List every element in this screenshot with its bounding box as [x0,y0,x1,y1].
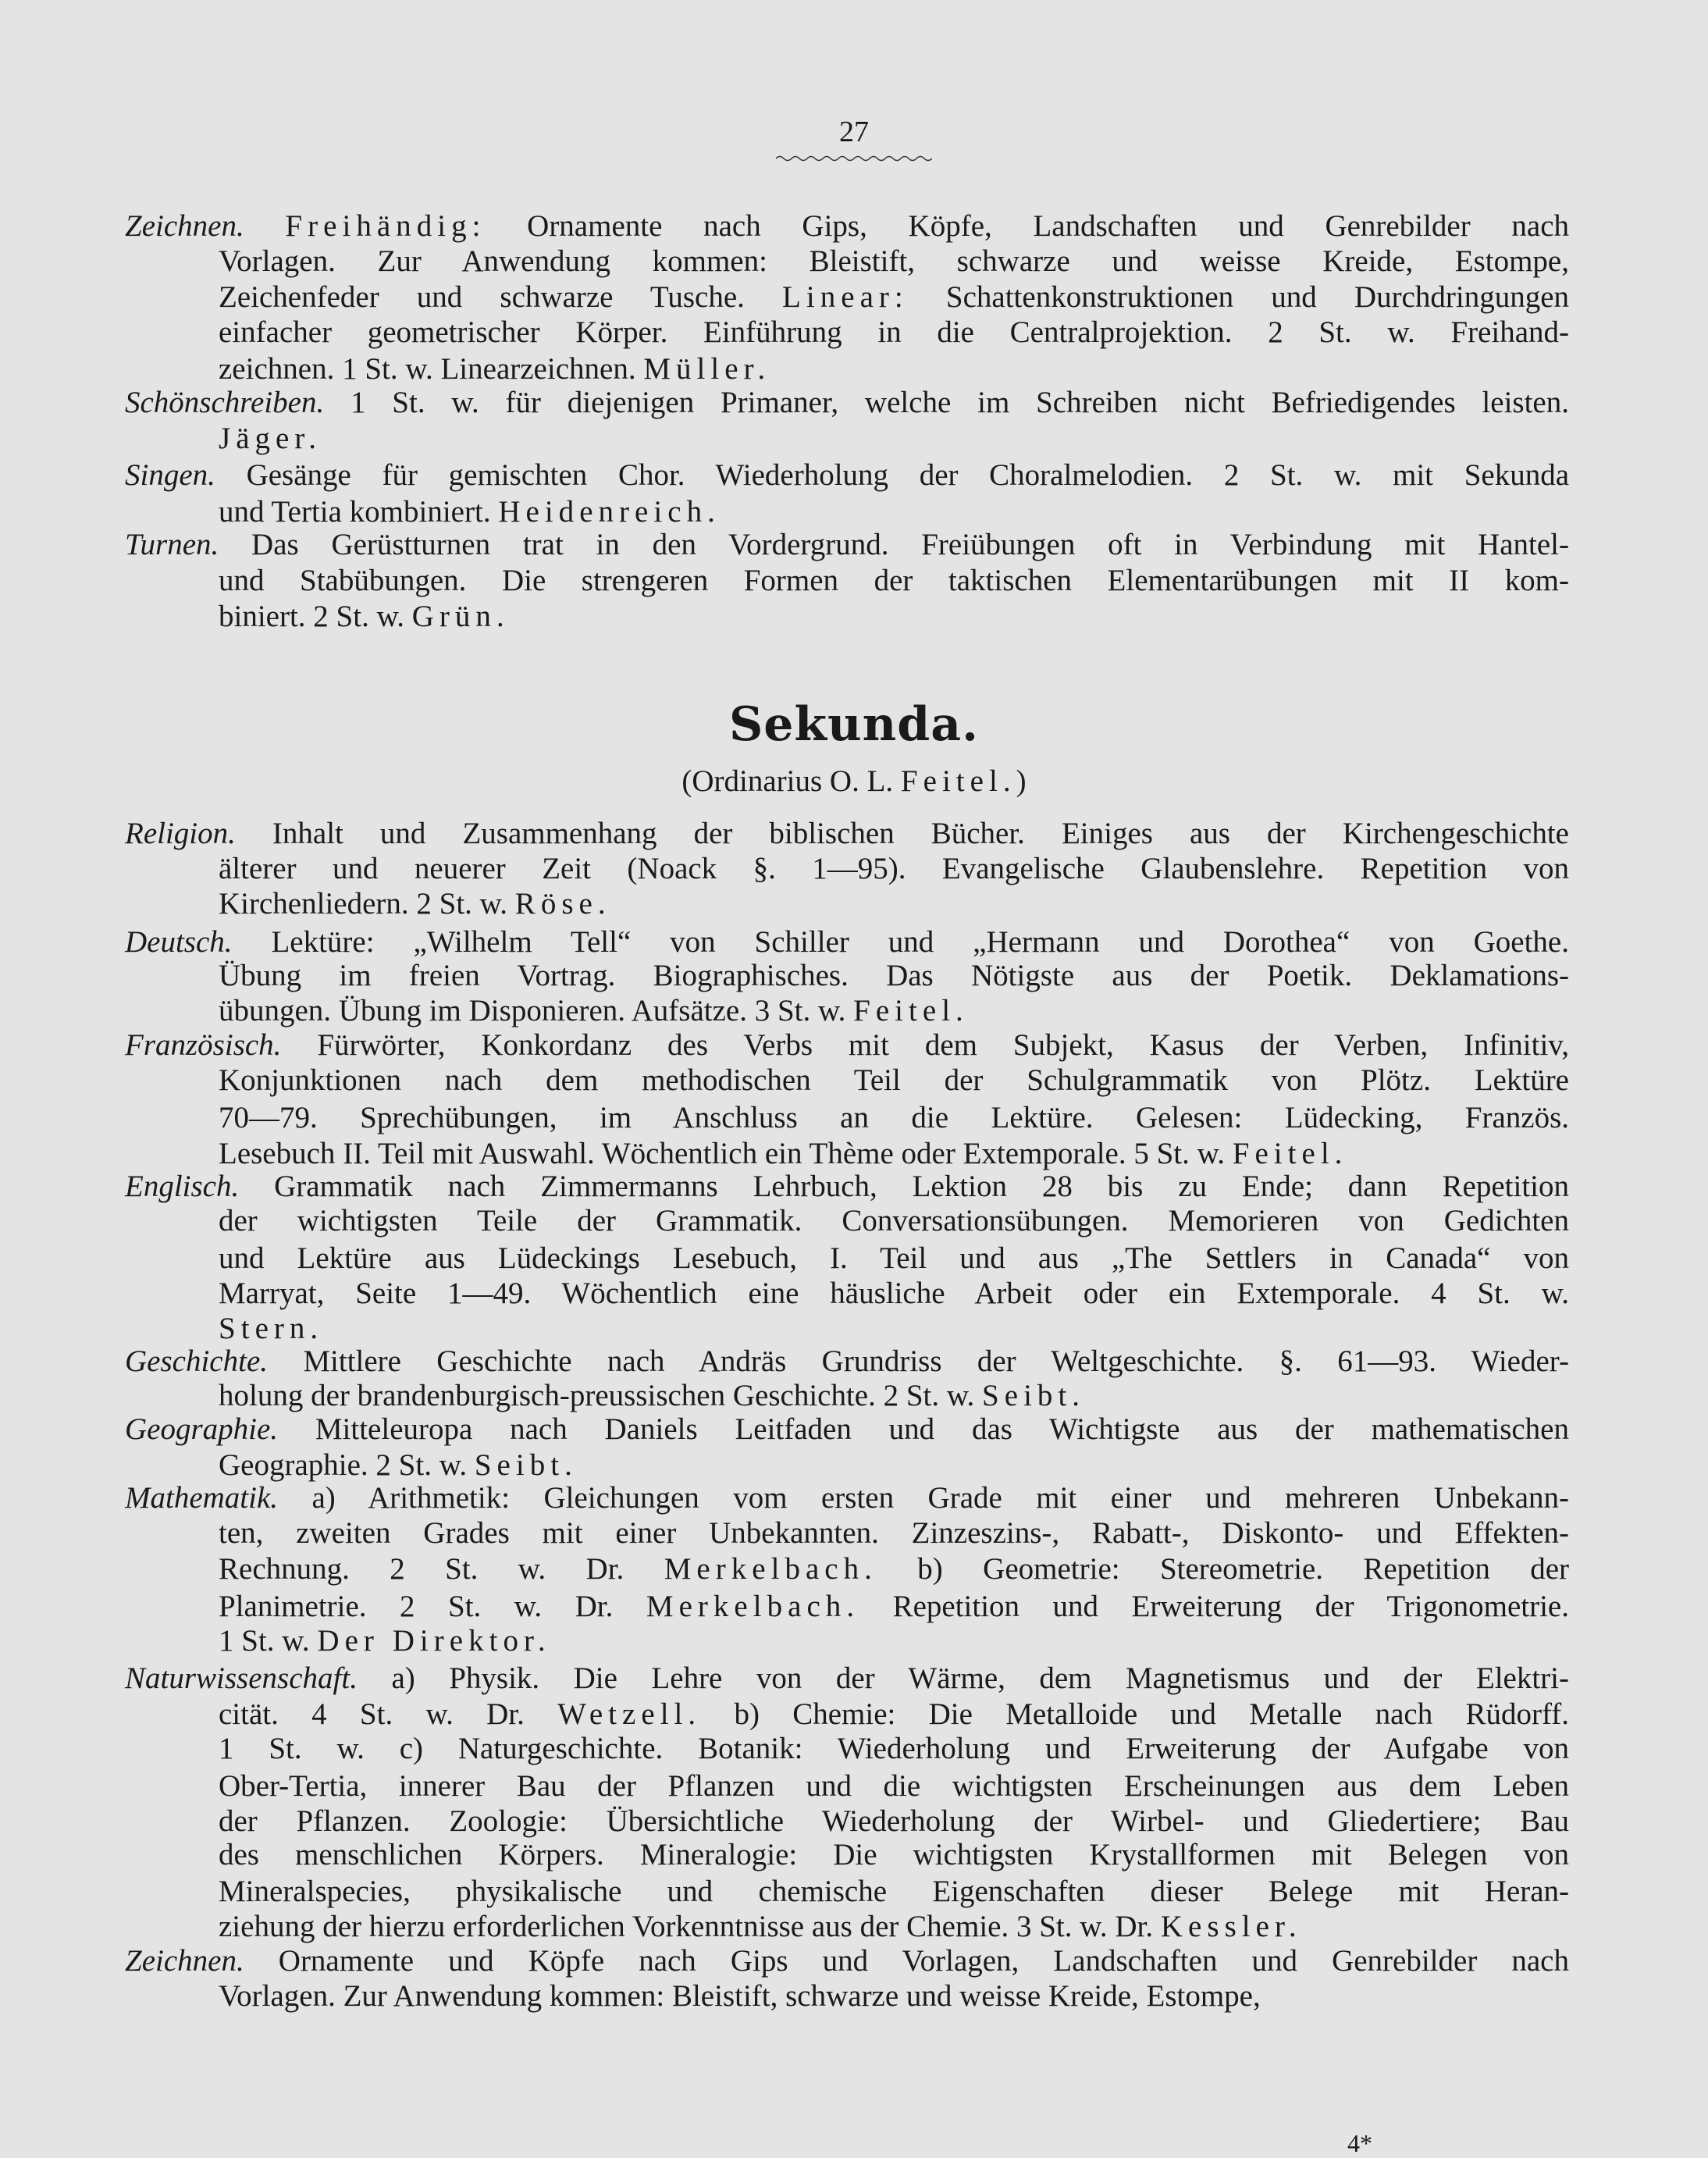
page-number [0,117,1708,162]
text-line [125,1412,1569,1447]
text-line [219,1312,323,1346]
text-run: übungen. Übung im Disponieren. Aufsätze. 3 St. w. [219,994,854,1027]
spaced-name: Merkelbach. [646,1590,860,1623]
text-line [125,1028,1569,1063]
subject-label: Singen. [125,458,247,492]
text-line [125,1344,1569,1379]
subject-label: Zeichnen. [125,209,286,243]
text-line [219,1516,1569,1551]
spaced-name: Der Direktor. [317,1624,551,1658]
text-line [219,994,969,1028]
text-run: Ornamente nach Gips, Köpfe, Landschaften und Genrebilder nach [486,209,1569,243]
text-line [125,1944,1569,1978]
text-run: und Tertia kombiniert. [219,495,499,529]
text-run: des menschlichen Körpers. Mineralogie: Die wichtigsten Krystallformen mit Belegen von [219,1838,1569,1871]
text-run: holung der brandenburgisch-preussischen Geschichte. 2 St. w. [219,1379,983,1412]
spaced-name: Freihändig: [285,209,486,243]
text-line [219,1732,1569,1766]
text-run: Marryat, Seite 1—49. Wöchentlich eine häusliche Arbeit oder ein Extemporale. 4 St. w. [219,1277,1569,1310]
text-line [219,495,721,529]
text-run: älterer und neuerer Zeit (Noack §. 1—95). Evangelische Glaubenslehre. Repetition von [219,852,1569,885]
spaced-name: Seibt. [474,1448,578,1482]
text-line [125,528,1569,562]
text-line [219,1137,1347,1171]
text-run: Rechnung. 2 St. w. Dr. [219,1552,664,1586]
spaced-name: Feitel. [900,764,1016,798]
subject-label: Geschichte. [125,1344,304,1378]
text-line [219,1204,1569,1238]
text-line [219,1875,1569,1909]
subject-label: Englisch. [125,1170,275,1203]
text-line [219,280,1569,315]
text-line [219,564,1569,598]
text-run: Fürwörter, Konkordanz des Verbs mit dem Subjekt, Kasus der Verben, Infinitiv, [317,1028,1569,1062]
text-line [219,1624,551,1658]
text-line [219,1063,1569,1098]
text-line [125,1481,1569,1515]
text-run: Das Gerüstturnen trat in den Vordergrund. Freiübungen oft in Verbindung mit Hantel- [251,528,1570,561]
text-line [219,600,510,634]
text-run: Konjunktionen nach dem methodischen Teil der Schulgrammatik von Plötz. Lektüre [219,1063,1569,1097]
spaced-name: Feitel. [1232,1137,1348,1170]
subject-label: Naturwissenschaft. [125,1661,392,1695]
text-line [125,1170,1569,1204]
text-run: Zeichenfeder und schwarze Tusche. [219,280,783,314]
text-line [219,1379,1085,1413]
text-line [219,1448,578,1483]
text-run: Ornamente und Köpfe nach Gips und Vorlagen, Landschaften und Genrebilder nach [278,1944,1569,1978]
text-line [219,1552,1569,1586]
subject-label: Turnen. [125,528,252,561]
text-line [219,352,770,386]
text-run: 1 St. w. c) Naturgeschichte. Botanik: Wiederholung und Erweiterung der Aufgabe von [219,1732,1569,1765]
spaced-name: Röse. [514,887,611,921]
wavy-rule [776,155,932,162]
text-line [219,244,1569,279]
text-line [219,1241,1569,1276]
spaced-name: Seibt. [982,1379,1086,1412]
text-line [219,1804,1569,1839]
text-run: Mineralspecies, physikalische und chemische Eigenschaften dieser Belege mit Heran- [219,1875,1569,1908]
text-line [219,315,1569,350]
spaced-name: Grün. [411,600,510,633]
text-line [125,386,1569,420]
text-line [125,1661,1569,1696]
text-run: Mittlere Geschichte nach Andräs Grundriss der Weltgeschichte. §. 61—93. Wieder- [303,1344,1569,1378]
text-run: Vorlagen. Zur Anwendung kommen: Bleistift, schwarze und weisse Kreide, Estompe, [219,1979,1261,2013]
text-line [219,887,611,921]
text-run: einfacher geometrischer Körper. Einführung in die Centralprojektion. 2 St. w. Freihand- [219,315,1569,349]
spaced-name: Jäger. [219,422,322,455]
text-run: b) Chemie: Die Metalloide und Metalle nach Rüdorff. [701,1697,1569,1731]
text-run: und Stabübungen. Die strengeren Formen der taktischen Elementarübungen mit II kom- [219,564,1569,597]
text-line [219,1697,1569,1732]
text-line [125,925,1569,960]
text-run: der wichtigsten Teile der Grammatik. Conversationsübungen. Memorieren von Gedichten [219,1204,1569,1237]
spaced-name: Merkelbach. [664,1552,877,1586]
text-line [219,1910,1302,1944]
text-line [219,1838,1569,1872]
text-run: a) Physik. Die Lehre von der Wärme, dem Magnetismus und der Elektri- [391,1661,1569,1695]
text-run: Vorlagen. Zur Anwendung kommen: Bleistift, schwarze und weisse Kreide, Estompe, [219,244,1569,278]
subject-label: Religion. [125,817,272,850]
text-run: a) Arithmetik: Gleichungen vom ersten Grade mit einer und mehreren Unbekann- [311,1481,1570,1515]
text-run: (Ordinarius O. L. [681,764,901,798]
text-line [219,1277,1569,1311]
text-run: Ober-Tertia, innerer Bau der Pflanzen und die wichtigsten Erscheinungen aus dem Leben [219,1769,1569,1803]
page-number-text: 27 [839,116,869,148]
text-run: ziehung der hierzu erforderlichen Vorkenntnisse aus der Chemie. 3 St. w. Dr. [219,1910,1161,1943]
subject-label: Geographie. [125,1412,315,1446]
signature-mark: 4* [1347,2129,1372,2157]
text-line [125,817,1569,851]
subject-label: Mathematik. [125,1481,312,1515]
spaced-name: Wetzell. [557,1697,702,1731]
spaced-name: Heidenreich. [498,495,721,529]
text-run: 1 St. w. für diejenigen Primaner, welche im Schreiben nicht Befriedigendes leisten. [350,386,1569,419]
text-run: Übung im freien Vortrag. Biographisches. Das Nötigste aus der Poetik. Deklamations- [219,959,1569,992]
text-run: cität. 4 St. w. Dr. [219,1697,558,1731]
text-line [219,1769,1569,1804]
text-run: und Lektüre aus Lüdeckings Lesebuch, I. Teil und aus „The Settlers in Canada“ von [219,1241,1569,1275]
spaced-name: Feitel. [853,994,969,1027]
text-run: b) Geometrie: Stereometrie. Repetition der [877,1552,1569,1586]
text-run: Planimetrie. 2 St. w. Dr. [219,1590,646,1623]
text-line [125,458,1569,493]
text-line [125,209,1569,244]
subject-label: Zeichnen. [125,1944,279,1978]
subject-label: Französisch. [125,1028,318,1062]
subject-label: Schönschreiben. [125,386,351,419]
subject-label: Deutsch. [125,925,272,959]
text-run: 1 St. w. [219,1624,318,1658]
spaced-name: Kessler. [1160,1910,1302,1943]
text-run: ) [1016,764,1027,798]
text-line [219,1590,1569,1624]
text-run: Mitteleuropa nach Daniels Leitfaden und das Wichtigste aus der mathematischen [315,1412,1569,1446]
text-run: Kirchenliedern. 2 St. w. [219,887,515,921]
text-run: Inhalt und Zusammenhang der biblischen Bücher. Einiges aus der Kirchengeschichte [272,817,1569,850]
text-line [219,1979,1261,2014]
text-run: Grammatik nach Zimmermanns Lehrbuch, Lektion 28 bis zu Ende; dann Repetition [274,1170,1570,1203]
section-subheading [0,764,1708,799]
text-run: Lektüre: „Wilhelm Tell“ von Schiller und „Hermann und Dorothea“ von Goethe. [271,925,1569,959]
text-run: ten, zweiten Grades mit einer Unbekannten. Zinzeszins-, Rabatt-, Diskonto- und Effekten- [219,1516,1569,1550]
text-line [219,422,322,456]
spaced-name: Linear: [782,280,909,314]
text-run: zeichnen. 1 St. w. Linearzeichnen. [219,352,644,386]
text-run: biniert. 2 St. w. [219,600,412,633]
text-line [219,959,1569,993]
text-run: Gesänge für gemischten Chor. Wiederholung der Choralmelodien. 2 St. w. mit Sekunda [246,458,1569,492]
text-line [219,1101,1569,1135]
section-heading: Sekunda. [728,697,980,752]
text-run: der Pflanzen. Zoologie: Übersichtliche Wiederholung der Wirbel- und Gliedertiere; Bau [219,1804,1569,1838]
spaced-name: Müller. [643,352,771,386]
spaced-name: Stern. [219,1312,324,1345]
text-run: Lesebuch II. Teil mit Auswahl. Wöchentlich ein Thème oder Extemporale. 5 St. w. [219,1137,1233,1170]
text-run: 70—79. Sprechübungen, im Anschluss an die Lektüre. Gelesen: Lüdecking, Französ. [219,1101,1569,1134]
text-run: Repetition und Erweiterung der Trigonometrie. [859,1590,1569,1623]
text-run: Schattenkonstruktionen und Durchdringungen [908,280,1570,314]
text-run: Geographie. 2 St. w. [219,1448,475,1482]
text-line [219,852,1569,886]
